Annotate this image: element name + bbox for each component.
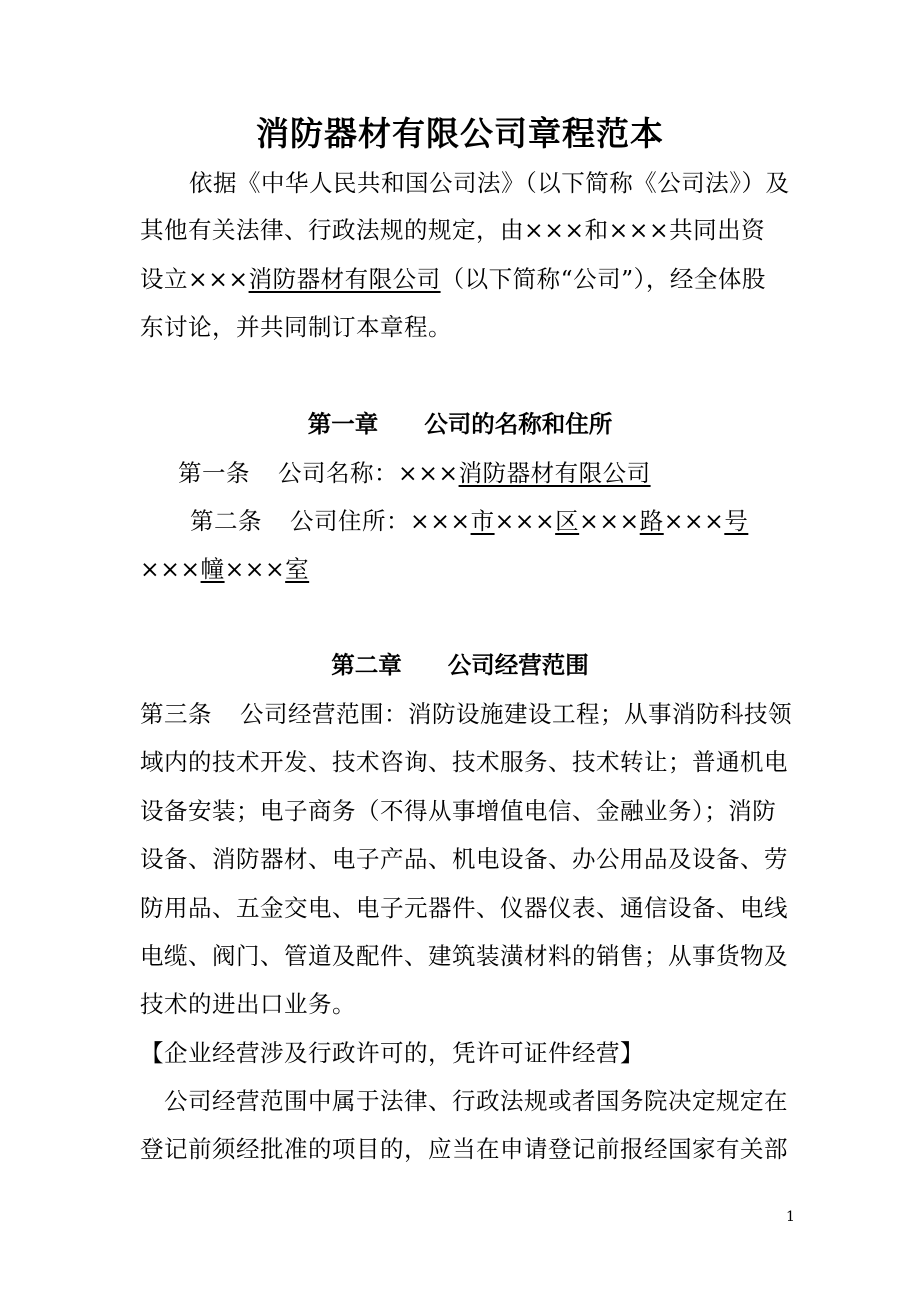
preamble-line-4: 东讨论，并共同制订本章程。 [140, 313, 452, 341]
article-3-line-4: 设备、消防器材、电子产品、机电设备、办公用品及设备、劳 [140, 845, 788, 873]
chapter-2-title: 公司经营范围 [447, 651, 589, 679]
scope-paragraph-line-2: 登记前须经批准的项目的，应当在申请登记前报经国家有关部 [140, 1135, 788, 1163]
article-1 [178, 456, 651, 490]
address-building: 幢 [200, 555, 225, 583]
article-2-text: 公司住所：××× [290, 507, 471, 535]
chapter-2-number: 第二章 [331, 651, 402, 679]
address-sep-4: ××× [140, 555, 201, 583]
address-sep-1: ××× [494, 507, 556, 535]
article-3-line-7: 技术的进出口业务。 [140, 990, 356, 1018]
article-1-label: 第一条 [178, 459, 250, 487]
document-title: 消防器材有限公司章程范本 [256, 114, 664, 153]
address-room: 室 [285, 555, 310, 583]
article-3-line-5: 防用品、五金交电、电子元器件、仪器仪表、通信设备、电线 [140, 894, 788, 922]
article-3-label: 第三条 [140, 700, 212, 728]
article-3-line-1 [140, 697, 792, 731]
address-sep-3: ××× [663, 507, 725, 535]
address-number: 号 [724, 507, 749, 535]
article-1-text: 公司名称：××× [278, 459, 459, 487]
chapter-1-title: 公司的名称和住所 [424, 410, 613, 438]
page-number: 1 [786, 1209, 795, 1225]
preamble-line-3-part-c: （以下简称“公司”），经全体股 [440, 265, 766, 293]
address-city: 市 [470, 507, 495, 535]
preamble-line-2: 其他有关法律、行政法规的规定，由×××和×××共同出资 [140, 216, 766, 244]
address-sep-5: ××× [224, 555, 286, 583]
chapter-1-heading [0, 407, 920, 441]
article-3-text: 公司经营范围：消防设施建设工程；从事消防科技领 [240, 700, 792, 728]
preamble-line-3-part-a: 设立××× [140, 265, 249, 293]
article-3-line-2: 域内的技术开发、技术咨询、技术服务、技术转让；普通机电 [140, 748, 788, 776]
article-2-line-2 [140, 552, 309, 586]
preamble-line-1: 依据《中华人民共和国公司法》（以下简称《公司法》）及 [189, 169, 790, 197]
article-3-line-3: 设备安装；电子商务（不得从事增值电信、金融业务）；消防 [140, 797, 777, 825]
article-1-company-name: 消防器材有限公司 [458, 459, 651, 487]
scope-paragraph-line-1: 公司经营范围中属于法律、行政法规或者国务院决定规定在 [164, 1087, 788, 1115]
chapter-1-number: 第一章 [307, 410, 379, 438]
preamble-line-3 [140, 262, 766, 296]
address-district: 区 [555, 507, 580, 535]
chapter-2-heading [0, 648, 920, 682]
address-sep-2: ××× [579, 507, 640, 535]
company-name-underlined: 消防器材有限公司 [248, 265, 441, 293]
article-2-line-1 [190, 504, 748, 538]
licensing-notice: 【企业经营涉及行政许可的，凭许可证件经营】 [140, 1039, 644, 1067]
address-road: 路 [639, 507, 664, 535]
article-2-label: 第二条 [190, 507, 262, 535]
article-3-line-6: 电缆、阀门、管道及配件、建筑装潢材料的销售；从事货物及 [140, 942, 788, 970]
